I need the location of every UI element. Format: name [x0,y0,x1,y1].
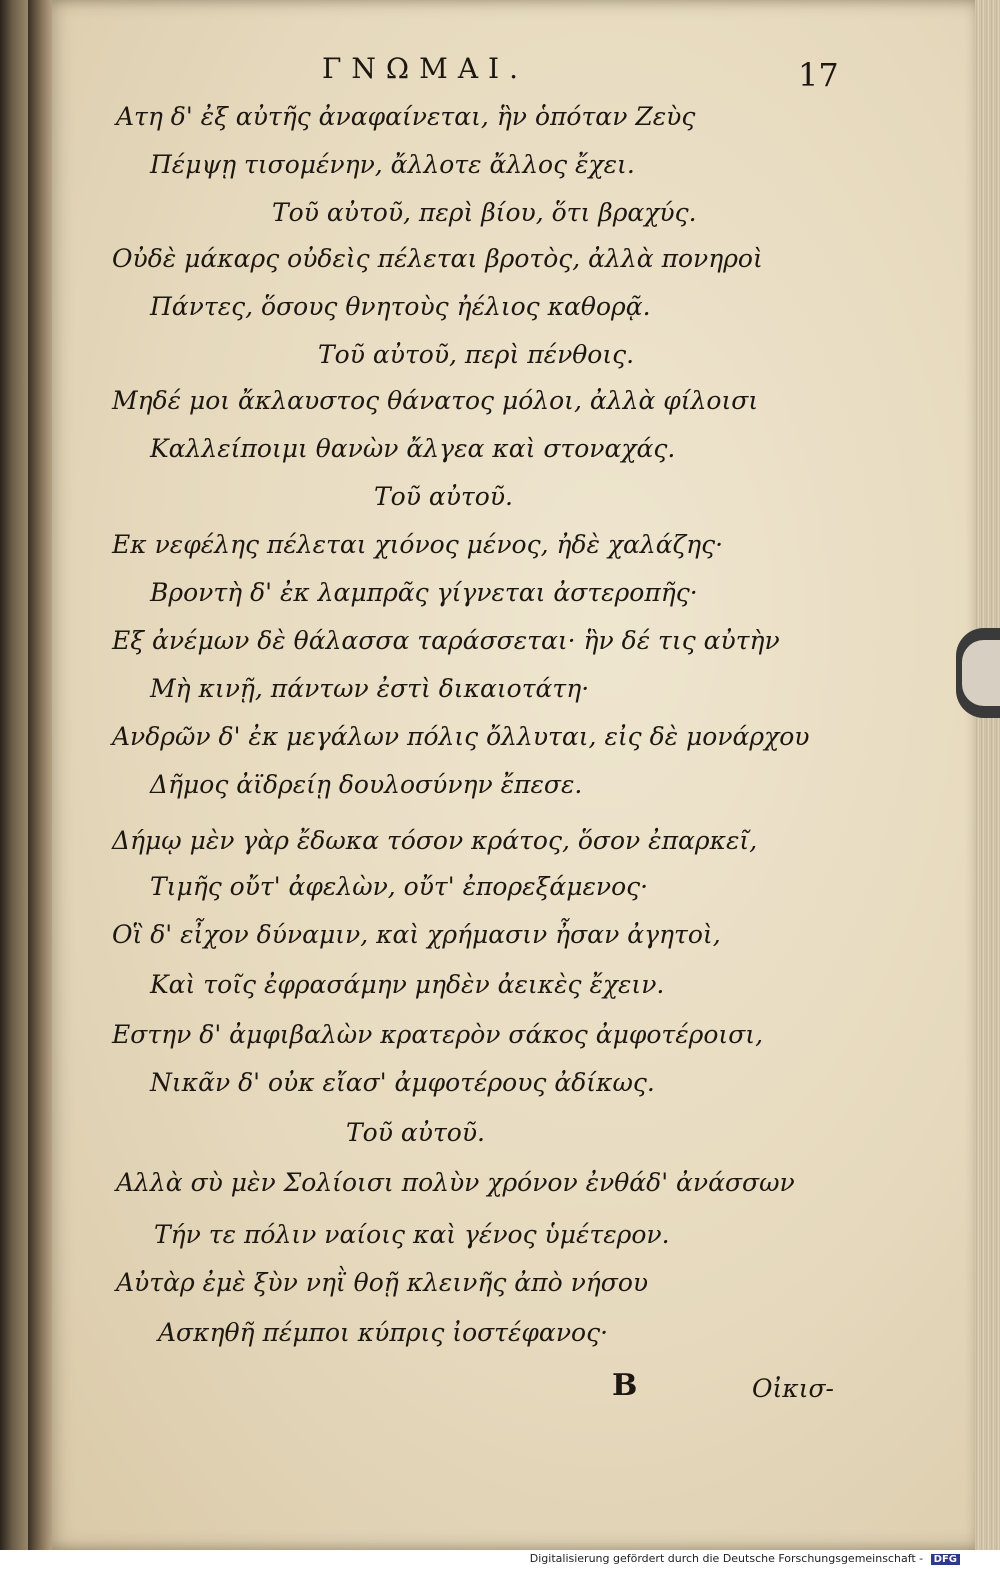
verse-line: Μηδέ μοι ἄκλαυστος θάνατος μόλοι, ἀλλὰ φίλοισι [112,386,759,415]
verse-line: Αλλὰ σὺ μὲν Σολίοισι πολὺν χρόνον ἐνθάδ' ἀνάσσων [116,1168,795,1197]
verse-line: Καλλείποιμι θανὼν ἄλγεα καὶ στοναχάς. [150,434,676,463]
verse-line: Εξ ἀνέμων δὲ θάλασσα ταράσσεται· ἣν δέ τις αὐτὴν [112,626,780,655]
verse-line: Νικᾶν δ' οὐκ εἴασ' ἀμφοτέρους ἀδίκως. [150,1068,655,1097]
signature-mark: B [612,1368,638,1403]
dfg-logo: DFG [931,1554,960,1565]
verse-line: Αὐτὰρ ἐμὲ ξὺν νηῒ θοῇ κλεινῆς ἀπὸ νήσου [116,1268,649,1297]
page-number: 17 [798,56,839,94]
verse-line: Πάντες, ὅσους θνητοὺς ἠέλιος καθορᾷ. [150,292,651,321]
verse-line: Εστην δ' ἀμφιβαλὼν κρατερὸν σάκος ἀμφοτέροισι, [112,1020,764,1049]
verse-line: Ατη δ' ἐξ αὐτῆς ἀναφαίνεται, ἣν ὁπόταν Ζεὺς [116,102,696,131]
verse-line: Πέμψῃ τισομένην, ἄλλοτε ἄλλος ἔχει. [150,150,635,179]
verse-line: Ασκηθῆ πέμποι κύπρις ἰοστέφανος· [158,1318,609,1347]
catchword: Οἰκισ- [752,1374,835,1403]
section-heading: Τοῦ αὐτοῦ. [346,1118,485,1147]
section-heading: Τοῦ αὐτοῦ, περὶ βίου, ὅτι βραχύς. [272,198,697,227]
verse-line: Οἳ δ' εἶχον δύναμιν, καὶ χρήμασιν ἦσαν ἀγητοὶ, [112,920,721,949]
verse-line: Εκ νεφέλης πέλεται χιόνος μένος, ἠδὲ χαλάζης· [112,530,724,559]
verse-line: Βροντὴ δ' ἐκ λαμπρᾶς γίγνεται ἀστεροπῆς· [150,578,698,607]
verse-line: Οὐδὲ μάκαρς οὐδεὶς πέλεται βροτὸς, ἀλλὰ πονηροὶ [112,244,763,273]
section-heading: Τοῦ αὐτοῦ, περὶ πένθοις. [318,340,635,369]
verse-line: Τιμῆς οὔτ' ἀφελὼν, οὔτ' ἐπορεξάμενος· [150,872,649,901]
verse-line: Μὴ κινῇ, πάντων ἐστὶ δικαιοτάτη· [150,674,590,703]
running-head-title: ΓΝΩΜΑΙ. [322,52,528,85]
footer-credit [530,1552,960,1565]
page-tab-marker-inner [962,640,1000,706]
section-heading: Τοῦ αὐτοῦ. [374,482,513,511]
page-fore-edge [975,0,1000,1550]
footer-credit-text: Digitalisierung gefördert durch die Deutsche Forschungsgemeinschaft - [529,1552,924,1565]
verse-line: Δῆμος ἀϊδρείῃ δουλοσύνην ἔπεσε. [150,770,583,799]
verse-line: Τήν τε πόλιν ναίοις καὶ γένος ὑμέτερον. [154,1220,670,1249]
verse-line: Καὶ τοῖς ἐφρασάμην μηδὲν ἀεικὲς ἔχειν. [150,970,665,999]
book-binding [28,0,52,1572]
verse-line: Δήμῳ μὲν γὰρ ἔδωκα τόσον κράτος, ὅσον ἐπαρκεῖ, [112,826,758,855]
verse-line: Ανδρῶν δ' ἐκ μεγάλων πόλις ὄλλυται, εἰς δὲ μονάρχου [112,722,810,751]
